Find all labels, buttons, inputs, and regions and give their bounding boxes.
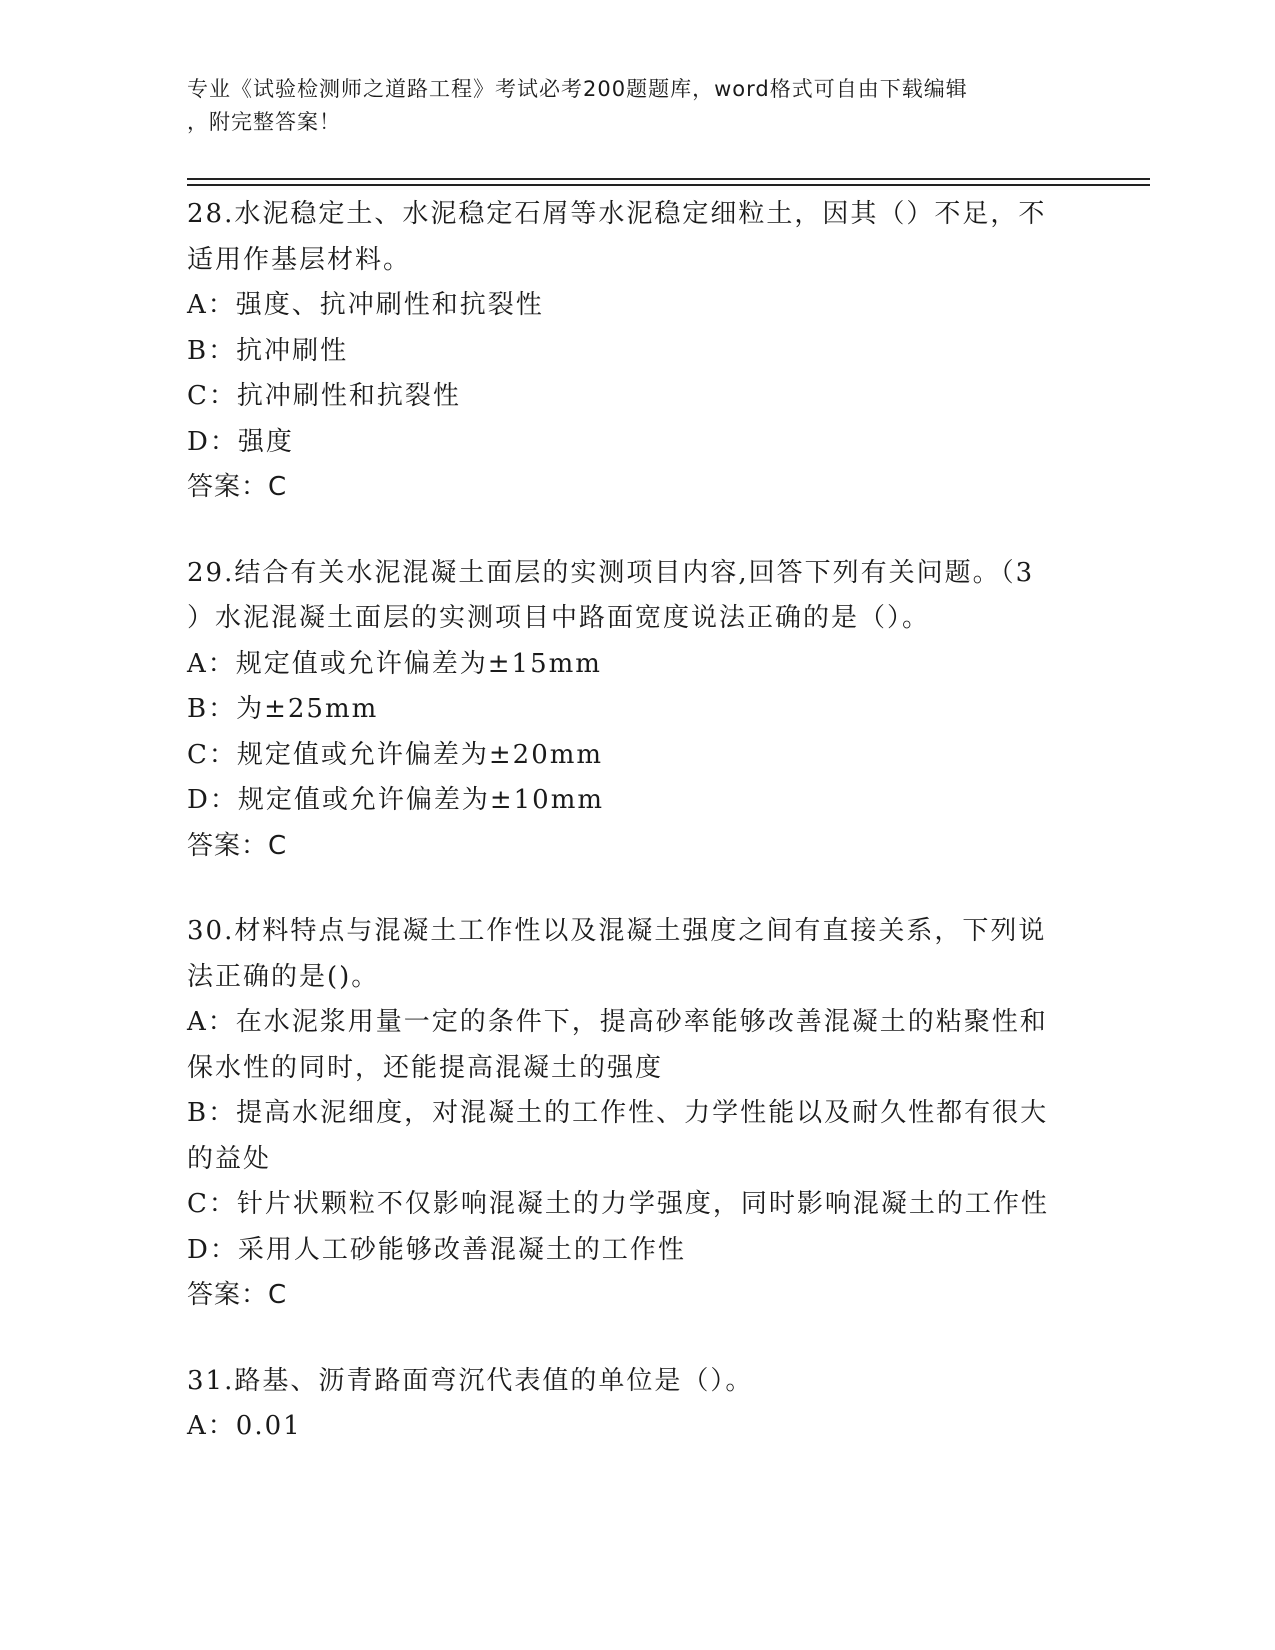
option-b-continued: 的益处 — [187, 1143, 272, 1174]
answer-label: 答案：C — [187, 830, 288, 861]
option-c: C：抗冲刷性和抗裂性 — [187, 381, 461, 411]
answer-label: 答案：C — [187, 1280, 288, 1310]
option-b: B：抗冲刷性 — [187, 335, 349, 366]
option-a: A：0.01 — [187, 1411, 302, 1441]
option-d: D：采用人工砂能够改善混凝土的工作性 — [187, 1234, 686, 1265]
question-stem: 法正确的是()。 — [187, 961, 380, 992]
question-stem: 28.水泥稳定土、水泥稳定石屑等水泥稳定细粒土，因其（）不足，不 — [187, 199, 1047, 229]
option-b: B：为±25mm — [187, 694, 379, 724]
option-a: A：在水泥浆用量一定的条件下，提高砂率能够改善混凝土的粘聚性和 — [187, 1007, 1048, 1037]
header-rule-top — [187, 178, 1150, 180]
option-c: C：针片状颗粒不仅影响混凝土的力学强度，同时影响混凝土的工作性 — [187, 1189, 1049, 1219]
question-stem: ）水泥混凝土面层的实测项目中路面宽度说法正确的是（）。 — [187, 603, 931, 633]
question-stem: 30.材料特点与混凝土工作性以及混凝土强度之间有直接关系，下列说 — [187, 916, 1047, 946]
header-title-line-2: ，附完整答案！ — [187, 110, 341, 134]
question-29 — [187, 551, 1087, 870]
option-a-continued: 保水性的同时，还能提高混凝土的强度 — [187, 1052, 664, 1083]
answer-label: 答案：C — [187, 472, 288, 502]
question-list — [187, 192, 1087, 1490]
option-a: A：强度、抗冲刷性和抗裂性 — [187, 290, 544, 320]
header-title-line-1: 专业《试验检测师之道路工程》考试必考200题题库，word格式可自由下载编辑 — [187, 77, 968, 101]
question-stem: 适用作基层材料。 — [187, 244, 412, 275]
option-a: A：规定值或允许偏差为±15mm — [187, 648, 602, 679]
header-rule-bottom — [187, 184, 1150, 186]
question-stem: 31.路基、沥青路面弯沉代表值的单位是（）。 — [187, 1365, 754, 1396]
question-31 — [187, 1359, 1087, 1450]
question-stem: 29.结合有关水泥混凝土面层的实测项目内容,回答下列有关问题。（3 — [187, 557, 1035, 588]
option-d: D：强度 — [187, 426, 294, 457]
option-c: C：规定值或允许偏差为±20mm — [187, 739, 604, 770]
question-28 — [187, 192, 1087, 511]
option-b: B：提高水泥细度，对混凝土的工作性、力学性能以及耐久性都有很大 — [187, 1098, 1049, 1128]
document-header — [187, 73, 1067, 139]
option-d: D：规定值或允许偏差为±10mm — [187, 785, 605, 815]
question-30 — [187, 909, 1087, 1319]
